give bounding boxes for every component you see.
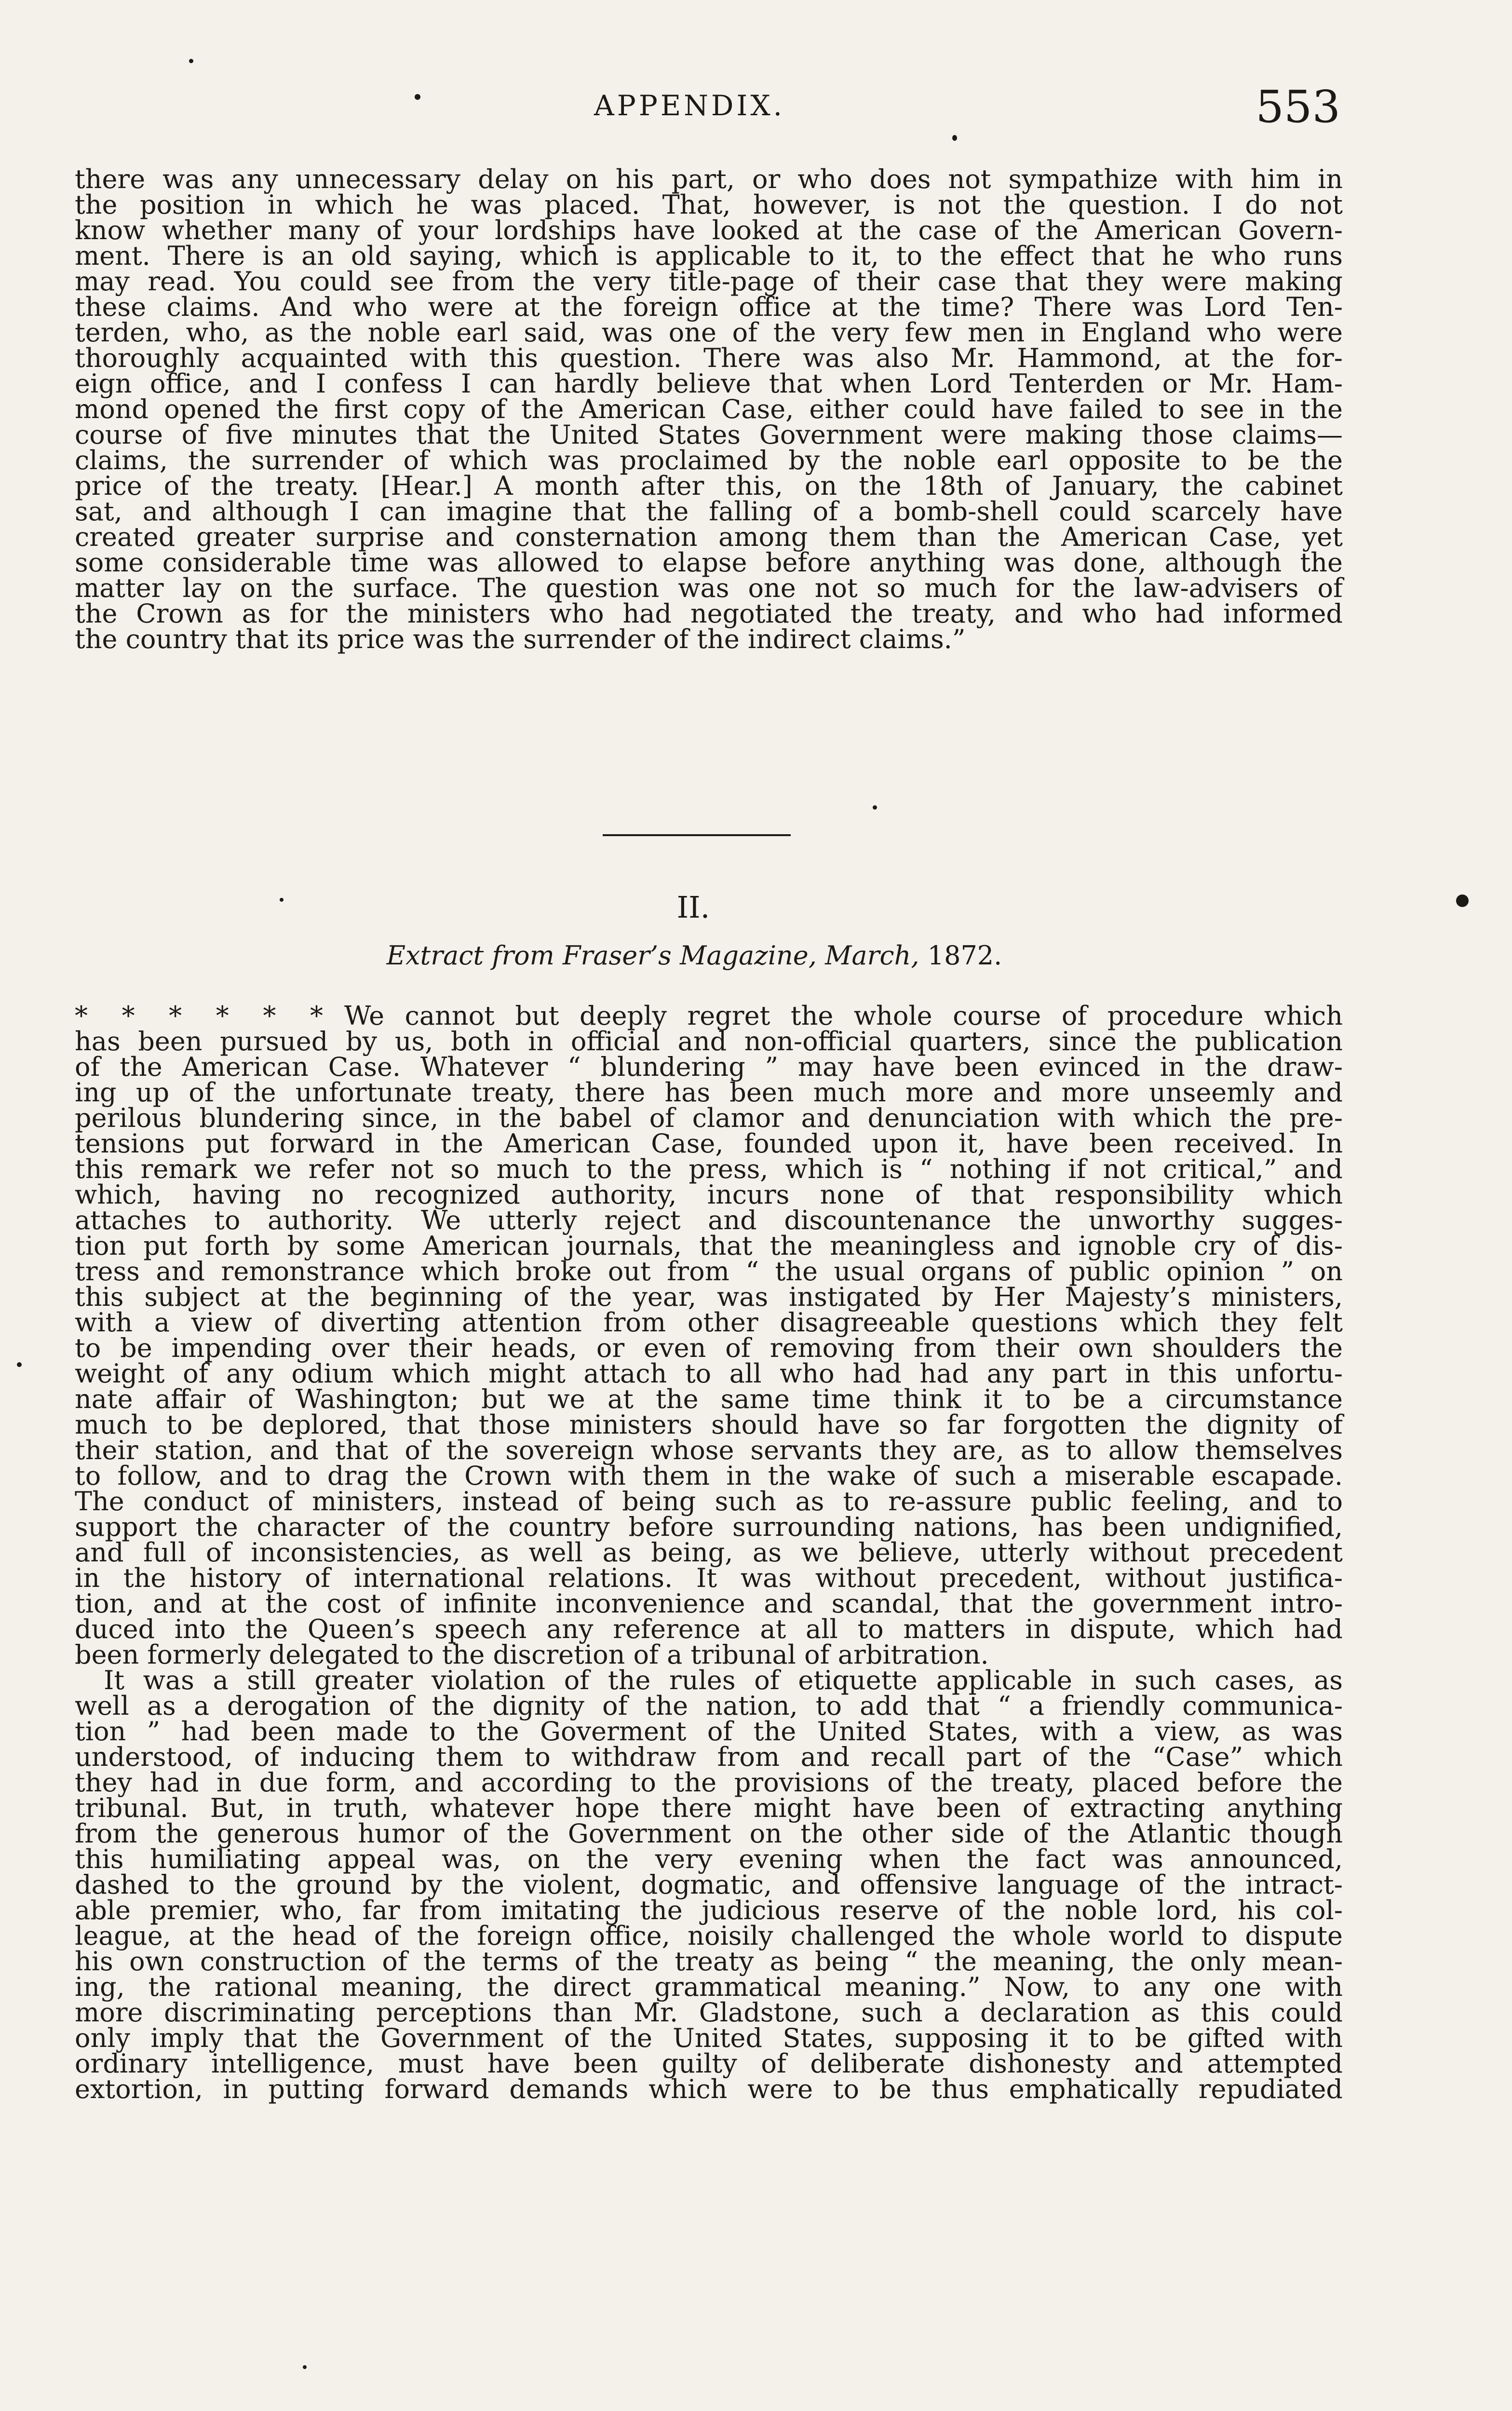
text-line: sat, and although I can imagine that the falling of a bomb-shell could scarcely have (75, 496, 1343, 527)
text-line: tribunal. But, in truth, whatever hope there might have been of extracting anything (75, 1793, 1343, 1823)
text-line: may read. You could see from the very title-page of their case that they were making (75, 266, 1343, 297)
source-title: Extract from Fraser’s Magazine, March, (386, 940, 919, 971)
text-line (75, 1003, 1343, 1029)
text-line: these claims. And who were at the foreign office at the time? There was Lord Ten- (75, 292, 1343, 322)
text-line: price of the treaty. [Hear.] A month after this, on the 18th of January, the cabinet (75, 471, 1343, 501)
text-line: ment. There is an old saying, which is applicable to it, to the effect that he who runs (75, 241, 1343, 271)
extract-paragraph-2 (75, 1667, 1343, 2102)
text-line: which, having no recognized authority, incurs none of that responsibility which (75, 1179, 1343, 1210)
line-text: We cannot but deeply regret the whole course of procedure which (344, 1001, 1343, 1031)
text-line: tress and remonstrance which broke out from “ the usual organs of public opinion ” on (75, 1256, 1343, 1287)
ink-speck (1456, 894, 1469, 907)
source-caption (289, 940, 1099, 971)
text-line: weight of any odium which might attach to all who had had any part in this unfortu- (75, 1358, 1343, 1389)
text-line: thoroughly acquainted with this question. There was also Mr. Hammond, at the for- (75, 343, 1343, 373)
text-line: the position in which he was placed. That, however, is not the question. I do not (75, 190, 1343, 220)
text-line: been formerly delegated to the discretion of a tribunal of arbitration. (75, 1639, 989, 1670)
text-line: to follow, and to drag the Crown with them in the wake of such a miserable escapade. (75, 1461, 1343, 1491)
extract-body (75, 1003, 1343, 2102)
text-line: terden, who, as the noble earl said, was one of the very few men in England who were (75, 317, 1343, 348)
text-line: well as a derogation of the dignity of the nation, to add that “ a friendly communica- (75, 1691, 1343, 1721)
text-line: they had in due form, and according to the provisions of the treaty, placed before the (75, 1767, 1343, 1798)
text-line: from the generous humor of the Government on the other side of the Atlantic though (75, 1818, 1343, 1849)
text-line: eign office, and I confess I can hardly believe that when Lord Tenterden or Mr. Ham- (75, 368, 1343, 399)
extract-paragraph-1 (75, 1001, 1343, 1670)
text-line: understood, of inducing them to withdraw from and recall part of the “Case” which (75, 1742, 1343, 1772)
text-line: has been pursued by us, both in official and non-official quarters, since the publication (75, 1026, 1343, 1057)
text-line: ing up of the unfortunate treaty, there has been much more and more unseemly and (75, 1077, 1343, 1108)
text-line: tensions put forward in the American Case, founded upon it, have been received. In (75, 1128, 1343, 1159)
text-line: much to be deplored, that those ministers should have so far forgotten the dignity of (75, 1409, 1343, 1440)
ink-speck (17, 1362, 22, 1367)
text-line: The conduct of ministers, instead of being such as to re-assure public feeling, and to (75, 1486, 1343, 1517)
text-line: matter lay on the surface. The question was one not so much for the law-advisers of (75, 573, 1343, 603)
text-line: able premier, who, far from imitating the judicious reserve of the noble lord, his col- (75, 1895, 1343, 1925)
text-line: this humiliating appeal was, on the very evening when the fact was announced, (75, 1844, 1343, 1874)
continuation-paragraph (75, 166, 1343, 652)
running-head: APPENDIX. (594, 89, 785, 122)
ink-speck (873, 805, 877, 810)
text-line: perilous blundering since, in the babel of clamor and denunciation with which the pre- (75, 1103, 1343, 1133)
text-line: some considerable time was allowed to elapse before anything was done, although the (75, 547, 1343, 578)
text-line: league, at the head of the foreign office, noisily challenged the whole world to dispute (75, 1921, 1343, 1951)
text-line: his own construction of the terms of the treaty as being “ the meaning, the only mean- (75, 1946, 1343, 1977)
ink-speck (280, 898, 284, 902)
source-year: 1872. (927, 940, 1002, 971)
text-line: their station, and that of the sovereign whose servants they are, as to allow themselves (75, 1435, 1343, 1465)
text-line: support the character of the country before surrounding nations, has been undignified, (75, 1512, 1343, 1542)
text-line: this subject at the beginning of the year, was instigated by Her Majesty’s ministers, (75, 1282, 1343, 1312)
text-line: more discriminating perceptions than Mr. Gladstone, such a declaration as this could (75, 1997, 1343, 2028)
text-line: claims, the surrender of which was proclaimed by the noble earl opposite to be the (75, 445, 1343, 475)
text-line: ing, the rational meaning, the direct grammatical meaning.” Now, to any one with (75, 1972, 1343, 2002)
text-line: to be impending over their heads, or even of removing from their own shoulders the (75, 1333, 1343, 1363)
text-line: course of five minutes that the United States Government were making those claims— (75, 420, 1343, 450)
text-line: tion ” had been made to the Goverment of the United States, with a view, as was (75, 1716, 1343, 1747)
text-line: of the American Case. Whatever “ blundering ” may have been evinced in the draw- (75, 1052, 1343, 1082)
text-line: dashed to the ground by the violent, dogmatic, and offensive language of the intract- (75, 1869, 1343, 1900)
text-line: tion put forth by some American journals, that the meaningless and ignoble cry of dis- (75, 1231, 1343, 1261)
page-number: 553 (1256, 81, 1340, 133)
text-line: attaches to authority. We utterly reject and discountenance the unworthy sugges- (75, 1205, 1343, 1235)
text-line: with a view of diverting attention from other disagreeable questions which they felt (75, 1307, 1343, 1338)
text-line: mond opened the first copy of the American Case, either could have failed to see in the (75, 394, 1343, 424)
text-line: duced into the Queen’s speech any reference at all to matters in dispute, which had (75, 1614, 1343, 1644)
text-line: the Crown as for the ministers who had negotiated the treaty, and who had informed (75, 598, 1343, 629)
text-line: only imply that the Government of the United States, supposing it to be gifted with (75, 2023, 1343, 2053)
text-line: there was any unnecessary delay on his part, or who does not sympathize with him in (75, 164, 1343, 194)
text-line: ordinary intelligence, must have been guilty of deliberate dishonesty and attempted (75, 2048, 1343, 2079)
section-divider (603, 834, 791, 836)
text-line: extortion, in putting forward demands which were to be thus emphatically repudiated (75, 2074, 1343, 2104)
text-line: the country that its price was the surrender of the indirect claims.” (75, 624, 966, 654)
ink-speck (189, 59, 193, 63)
text-line: It was a still greater violation of the rules of etiquette applicable in such cases, as (104, 1665, 1343, 1695)
ink-speck (415, 94, 420, 100)
section-numeral: II. (676, 890, 710, 925)
text-line: created greater surprise and consternation among them than the American Case, yet (75, 522, 1343, 552)
ellipsis-stars: * * * * * * (75, 1001, 330, 1031)
text-line: tion, and at the cost of infinite inconvenience and scandal, that the government intro- (75, 1588, 1343, 1619)
text-line: and full of inconsistencies, as well as being, as we believe, utterly without precedent (75, 1537, 1343, 1568)
text-line: this remark we refer not so much to the press, which is “ nothing if not critical,” and (75, 1154, 1343, 1184)
text-line: know whether many of your lordships have looked at the case of the American Govern- (75, 215, 1343, 245)
text-line: in the history of international relations. It was without precedent, without justifica- (75, 1563, 1343, 1593)
text-line: nate affair of Washington; but we at the same time think it to be a circumstance (75, 1384, 1343, 1414)
ink-speck (303, 2365, 307, 2369)
ink-speck (952, 135, 957, 141)
